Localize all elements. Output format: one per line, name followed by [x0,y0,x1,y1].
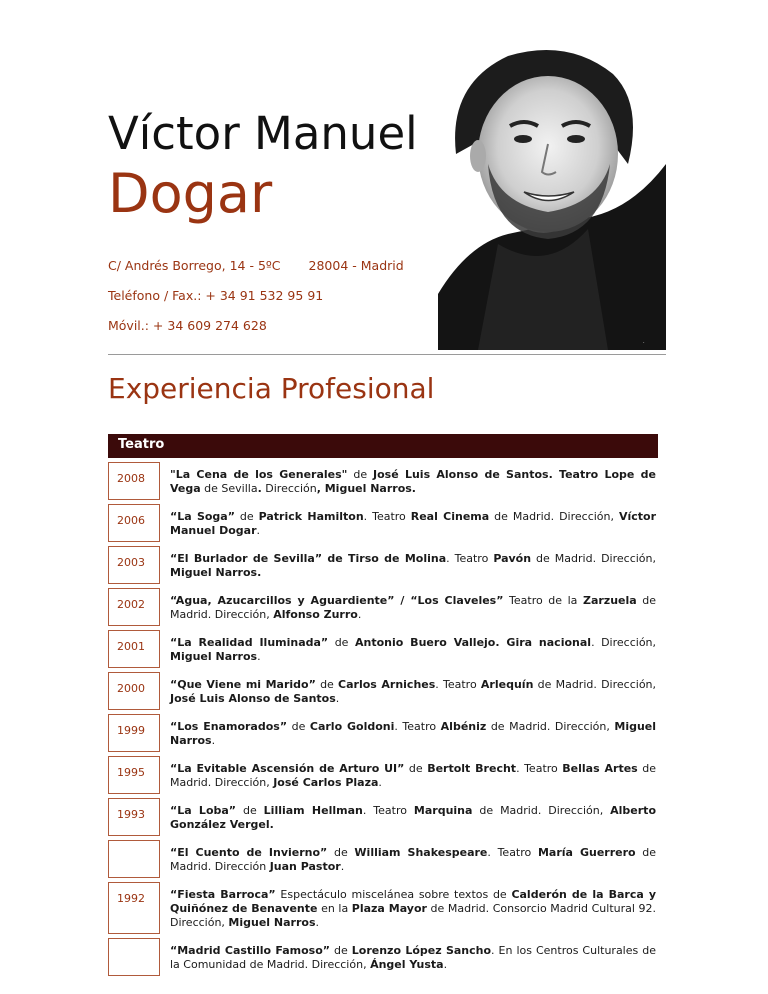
description-bold: Miguel Narros [170,720,657,747]
description-text: de [327,846,355,859]
description-text: de Madrid. Dirección, [533,678,657,691]
experience-row [108,882,658,934]
experience-row [108,714,658,752]
experience-year [108,840,160,878]
description-bold: “Los Enamorados” [170,720,288,733]
description-bold: Alberto González Vergel. [170,804,656,831]
zip-city: 28004 - Madrid [308,258,404,273]
description-text: . [211,734,216,747]
experience-row [108,546,658,584]
experience-description [160,840,658,878]
portrait-photo [438,44,666,350]
description-bold: Miguel Narros [228,916,316,929]
experience-year: 1995 [108,756,160,794]
description-bold: Miguel Narros [170,650,258,663]
experience-row [108,672,658,710]
section-title: Experiencia Profesional [108,372,435,405]
description-text: . Teatro [435,678,481,691]
experience-year [108,938,160,976]
description-bold: Plaza Mayor [351,902,427,915]
description-text: de [347,468,374,481]
description-text: de Sevilla [200,482,258,495]
description-bold: “La Soga” [170,510,235,523]
last-name: Dogar [108,162,273,225]
description-bold: Pavón [493,552,532,565]
experience-description [160,756,658,794]
description-bold: Zarzuela [582,594,637,607]
experience-row [108,630,658,668]
description-bold: “Madrid Castillo Famoso” [170,944,331,957]
description-bold: Lorenzo López Sancho [351,944,492,957]
description-bold: Antonio Buero Vallejo. Gira nacional [355,636,592,649]
description-text: Dirección [261,482,317,495]
description-text: de [330,944,352,957]
description-bold: , Miguel Narros. [316,482,416,495]
description-text: de [287,720,310,733]
description-text: de Madrid. Dirección [170,846,657,873]
first-name: Víctor Manuel [108,107,418,160]
experience-year: 1992 [108,882,160,934]
description-bold: Lilliam Hellman [263,804,363,817]
description-bold: “El Burlador de Sevilla” de Tirso de Molina [170,552,447,565]
description-text: . [357,608,362,621]
description-text: de Madrid. Dirección, [472,804,611,817]
experience-year: 2002 [108,588,160,626]
phone: Teléfono / Fax.: + 34 91 532 95 91 [108,288,324,303]
description-bold: "La Cena de los Generales" [170,468,348,481]
description-bold: Víctor Manuel Dogar [170,510,656,537]
address-line [108,258,404,273]
experience-year: 2006 [108,504,160,542]
description-text: de [234,510,259,523]
description-bold: José Luis Alonso de Santos. Teatro Lope de Vega [170,468,656,495]
description-text: . [378,776,382,789]
description-bold: William Shakespeare [354,846,488,859]
description-text: en la [317,902,352,915]
address: C/ Andrés Borrego, 14 - 5ºC [108,258,281,273]
description-bold: “La Evitable Ascensión de Arturo UI” [170,762,405,775]
description-text: de [404,762,428,775]
description-text: . En los Centros Culturales de la Comunidad de Madrid. Dirección, [170,944,656,971]
description-bold: Juan Pastor [269,860,341,873]
description-bold: Arlequín [480,678,534,691]
description-bold: María Guerrero [537,846,636,859]
description-text: . [443,958,448,971]
description-text: de Madrid. Dirección, [531,552,656,565]
description-text: . Teatro [487,846,538,859]
description-text: de Madrid. Dirección, [486,720,615,733]
description-bold: “La Realidad Iluminada” [170,636,329,649]
description-text: . Dirección, [591,636,657,649]
description-bold: José Luis Alonso de Santos [170,692,336,705]
svg-text:·: · [643,340,645,346]
header-divider [108,354,666,355]
experience-description [160,546,658,584]
experience-description [160,938,658,976]
description-text: de [315,678,339,691]
experience-description [160,588,658,626]
description-bold: Carlo Goldoni [309,720,395,733]
description-text: . [340,860,345,873]
experience-description [160,462,658,500]
experience-row [108,840,658,878]
experience-description [160,504,658,542]
description-bold: . [257,482,262,495]
description-text: de Madrid. Consorcio Madrid Cultural 92. Dirección, [170,902,657,929]
experience-description [160,714,658,752]
description-text: de Madrid. Dirección, [170,594,657,621]
description-bold: Miguel Narros. [170,566,262,579]
description-text: de [236,804,264,817]
experience-year: 2003 [108,546,160,584]
description-bold: Bertolt Brecht [427,762,517,775]
experience-description [160,630,658,668]
description-bold: “Agua, Azucarcillos y Aguardiente” / “Los Claveles” [170,594,504,607]
description-text: Teatro de la [503,594,583,607]
experience-year: 2000 [108,672,160,710]
description-text: . Teatro [516,762,563,775]
experience-row [108,756,658,794]
experience-year: 2001 [108,630,160,668]
description-text: de Madrid. Dirección, [489,510,619,523]
experience-year: 1999 [108,714,160,752]
description-text: . [315,916,319,929]
experience-row [108,504,658,542]
description-bold: José Carlos Plaza [273,776,379,789]
description-text: . [335,692,340,705]
experience-description [160,882,658,934]
description-bold: “La Loba” [170,804,237,817]
experience-year: 1993 [108,798,160,836]
description-bold: Alfonso Zurro [273,608,358,621]
experience-table [108,462,658,980]
description-bold: Bellas Artes [562,762,638,775]
table-header-teatro: Teatro [108,434,658,458]
description-text: de Madrid. Dirección, [170,762,656,789]
description-text: de [328,636,355,649]
description-bold: “El Cuento de Invierno” [170,846,328,859]
description-bold: Patrick Hamilton [258,510,364,523]
description-text: . Teatro [363,510,411,523]
description-text: . Teatro [446,552,494,565]
description-text: . [256,524,261,537]
mobile: Móvil.: + 34 609 274 628 [108,318,267,333]
experience-row [108,798,658,836]
experience-row [108,462,658,500]
description-text: . Teatro [362,804,414,817]
description-text: . Teatro [394,720,441,733]
description-bold: Marquina [413,804,473,817]
description-bold: Calderón de la Barca y Quiñónez de Benavente [170,888,657,915]
experience-description [160,798,658,836]
description-text: . [257,650,261,663]
experience-description [160,672,658,710]
experience-row [108,588,658,626]
description-bold: “Que Viene mi Marido” [170,678,316,691]
description-bold: Real Cinema [410,510,490,523]
description-bold: Carlos Arniches [338,678,436,691]
experience-year: 2008 [108,462,160,500]
description-text: Espectáculo miscelánea sobre textos de [275,888,512,901]
description-bold: Ángel Yusta [370,958,444,971]
description-bold: Albéniz [440,720,487,733]
description-bold: “Fiesta Barroca” [170,888,276,901]
experience-row [108,938,658,976]
